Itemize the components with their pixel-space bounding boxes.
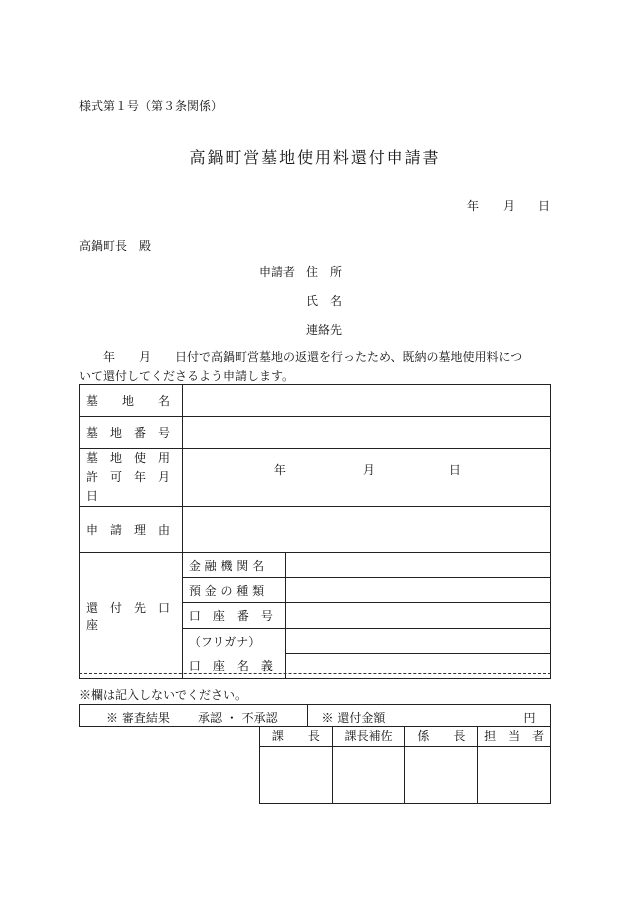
account-holder-field[interactable] <box>285 654 550 679</box>
applicant-name: 氏 名 <box>306 294 343 308</box>
permit-year: 年 <box>273 463 286 477</box>
permit-date-label-line1: 墓 地 使 用 <box>86 451 171 465</box>
yen-unit: 円 <box>523 711 536 725</box>
approval-person-in-charge: 担 当 者 <box>478 726 551 746</box>
grave-name-field[interactable] <box>182 385 550 417</box>
reason-label: 申 請 理 由 <box>80 507 183 553</box>
review-table <box>79 704 551 727</box>
application-table <box>79 384 551 679</box>
stamp-box-deputy-chief[interactable] <box>332 746 405 803</box>
grave-number-label: 墓 地 番 号 <box>80 417 183 449</box>
applicant-address: 住 所 <box>306 265 343 279</box>
approval-section-chief: 課 長 <box>260 726 333 746</box>
addressee: 高鍋町長 殿 <box>79 239 152 253</box>
review-result-cell <box>80 705 308 727</box>
stamp-box-person-in-charge[interactable] <box>478 746 551 803</box>
deposit-type-field[interactable] <box>285 578 550 603</box>
approval-table <box>259 726 551 804</box>
grave-number-field[interactable] <box>182 417 550 449</box>
date-day: 日 <box>538 199 551 213</box>
page-title: 高鍋町営墓地使用料還付申請書 <box>189 148 441 167</box>
permit-date-label <box>80 449 183 507</box>
grave-name-label: 墓 地 名 <box>80 385 183 417</box>
bank-field[interactable] <box>285 553 550 578</box>
refund-amount-label: ※ 還付金額 <box>321 711 386 725</box>
body-text-line2: いて還付してくださるよう申請します。 <box>79 369 295 383</box>
account-holder-label: 口 座 名 義 <box>182 654 285 679</box>
review-options: 承認 ・ 不承認 <box>198 711 278 725</box>
permit-day: 日 <box>448 463 461 477</box>
permit-date-label-line2: 許 可 年 月 日 <box>86 470 183 503</box>
body-text-line1: 年 月 日付で高鍋町営墓地の返還を行ったため、既納の墓地使用料につ <box>79 350 523 364</box>
date-year: 年 <box>467 199 480 213</box>
account-number-label: 口 座 番 号 <box>182 603 285 629</box>
approval-subsection-chief: 係 長 <box>405 726 478 746</box>
review-result-label: ※ 審査結果 <box>106 711 170 725</box>
cut-line <box>79 673 551 674</box>
stamp-box-section-chief[interactable] <box>260 746 333 803</box>
deposit-type-label: 預 金 の 種 類 <box>182 578 285 603</box>
form-number: 様式第１号（第３条関係） <box>79 99 224 113</box>
bank-label: 金 融 機 関 名 <box>182 553 285 578</box>
approval-deputy-chief: 課長補佐 <box>332 726 405 746</box>
refund-account-label: 還 付 先 口 座 <box>80 553 183 679</box>
applicant-label: 申請者 <box>259 265 296 279</box>
permit-date-field[interactable] <box>182 449 550 507</box>
office-use-note: ※欄は記入しないでください。 <box>79 688 248 702</box>
date-month: 月 <box>503 199 516 213</box>
permit-month: 月 <box>362 463 375 477</box>
applicant-contact: 連絡先 <box>306 323 343 337</box>
reason-field[interactable] <box>182 507 550 553</box>
furigana-field[interactable] <box>285 629 550 654</box>
refund-amount-cell[interactable] <box>307 705 550 727</box>
account-number-field[interactable] <box>285 603 550 629</box>
furigana-label: （フリガナ） <box>182 629 285 654</box>
stamp-box-subsection-chief[interactable] <box>405 746 478 803</box>
